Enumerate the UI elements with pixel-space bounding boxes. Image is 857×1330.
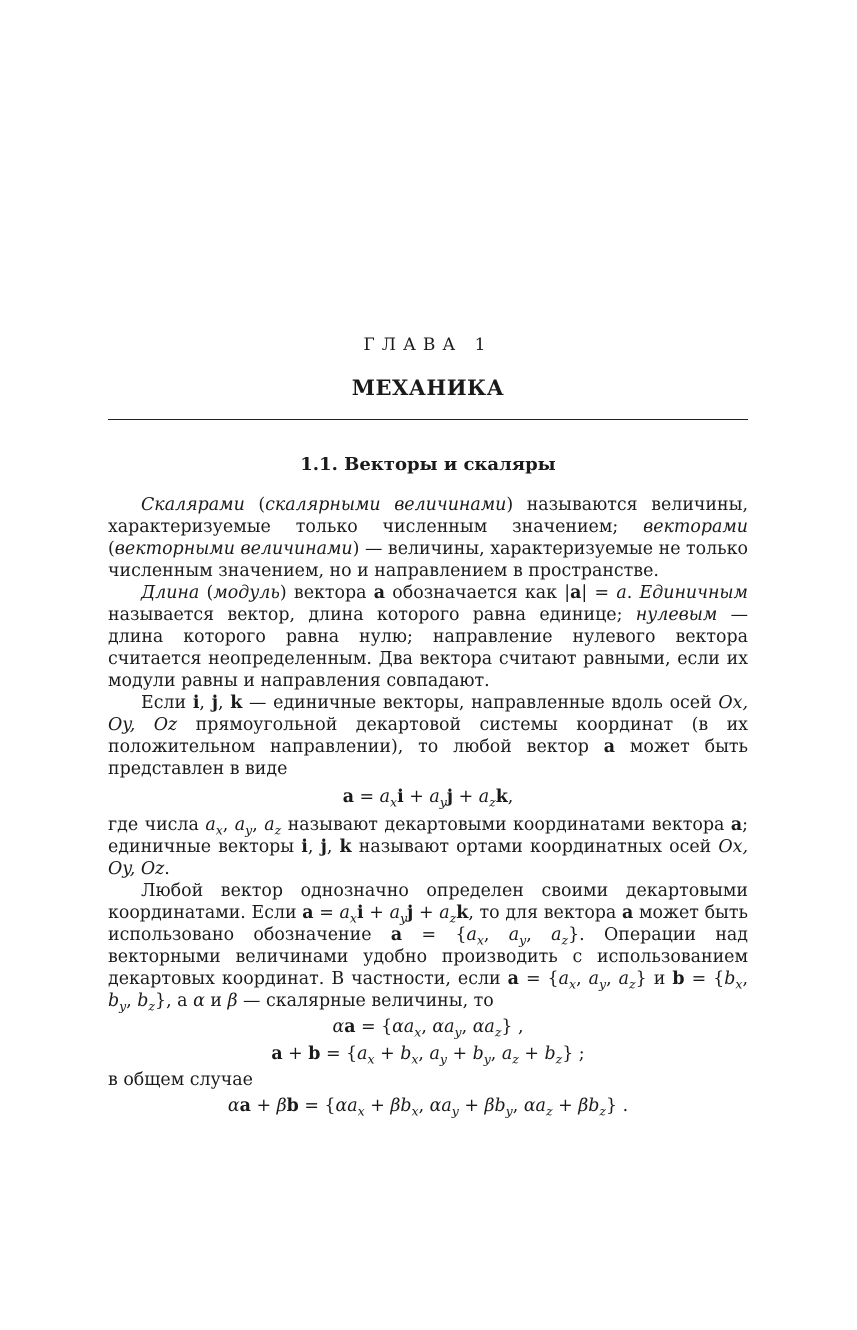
math-italic: b <box>137 991 149 1011</box>
math-op: + <box>453 787 479 807</box>
math-italic: a <box>466 925 477 945</box>
text: , то для вектора <box>468 903 622 923</box>
text: , <box>222 815 235 835</box>
math-op: + <box>458 1096 485 1116</box>
title-rule <box>108 419 748 420</box>
math-op: , <box>461 1017 473 1037</box>
math-subscript: y <box>454 1024 462 1040</box>
math-italic: a <box>389 903 400 923</box>
text: может быть представлен в виде <box>108 737 748 779</box>
math-italic: b <box>400 1044 412 1064</box>
body-text <box>108 494 748 1118</box>
math-bold: a <box>390 925 403 945</box>
text: + <box>413 903 440 923</box>
term-scalar-quantities: скалярными величинами <box>265 495 507 515</box>
math-bold: b <box>286 1096 299 1116</box>
math-italic: Ox, Oy, Oz <box>108 837 748 879</box>
text: Любой вектор однозначно определен своими декартовыми координатами. Если <box>108 881 748 923</box>
math-bold: k <box>456 903 469 923</box>
math-italic: αa <box>392 1017 415 1037</box>
math-subscript: z <box>449 910 457 926</box>
math-subscript: z <box>489 794 496 810</box>
math-bold: a <box>302 903 314 923</box>
text: = <box>313 903 340 923</box>
math-op: + <box>403 787 430 807</box>
math-subscript: y <box>519 932 527 948</box>
math-italic: α <box>193 991 205 1011</box>
math-subscript: y <box>245 822 253 838</box>
math-op: , <box>512 1096 524 1116</box>
math-italic: αa <box>432 1017 455 1037</box>
math-op: , <box>421 1017 433 1037</box>
math-subscript: x <box>476 932 484 948</box>
math-italic: a <box>558 969 570 989</box>
text: Если <box>141 693 193 713</box>
text: , <box>217 693 231 713</box>
text: , <box>126 991 138 1011</box>
text: ) называются величины, характеризуемые только численным значением; <box>108 495 748 537</box>
math-bold: j <box>211 693 218 713</box>
math-bold: j <box>446 787 454 807</box>
math-bold: k <box>495 787 508 807</box>
math-italic: a <box>357 1044 368 1064</box>
text: ) вектора <box>279 583 374 603</box>
text: , <box>252 815 265 835</box>
math-subscript: z <box>561 932 569 948</box>
math-subscript: z <box>274 822 282 838</box>
text: может быть использовано обозначение <box>108 903 748 945</box>
text: прямоугольной декартовой системы координат (в их положительном направлении), то любой вектор <box>108 715 748 757</box>
math-bold: a <box>239 1096 251 1116</box>
math-italic: αa <box>523 1096 546 1116</box>
math-bold: a <box>730 815 743 835</box>
text: — единичные векторы, направленные вдоль осей <box>242 693 719 713</box>
math-subscript: y <box>439 1051 447 1067</box>
text: , <box>526 925 552 945</box>
math-subscript: x <box>414 1024 422 1040</box>
math-italic: b <box>724 969 736 989</box>
text: , <box>326 837 340 857</box>
text: называют ортами координатных осей <box>351 837 719 857</box>
math-op: } . <box>605 1096 629 1116</box>
math-bold: a <box>344 1017 356 1037</box>
math-subscript: z <box>599 1103 606 1119</box>
term-scalars: Скалярами <box>141 495 245 515</box>
math-bold: a <box>271 1044 283 1064</box>
math-op: } , <box>501 1017 524 1037</box>
math-bold: i <box>356 903 364 923</box>
math-subscript: z <box>629 976 636 992</box>
math-italic: a <box>588 969 600 989</box>
math-subscript: z <box>512 1051 519 1067</box>
math-italic: α <box>227 1096 240 1116</box>
math-italic: a <box>439 903 450 923</box>
math-op: + <box>446 1044 473 1064</box>
math-bold: i <box>397 787 404 807</box>
text: ; единичные векторы <box>108 815 749 857</box>
math-subscript: x <box>735 976 743 992</box>
math-subscript: y <box>505 1103 513 1119</box>
math-italic: a <box>478 787 490 807</box>
math-italic: a <box>234 815 246 835</box>
math-subscript: x <box>349 910 357 926</box>
math-subscript: y <box>119 998 127 1014</box>
math-bold: a <box>373 583 386 603</box>
text: + <box>363 903 390 923</box>
math-op: + <box>282 1044 309 1064</box>
text: }. Операции над векторными величинами удобно производить с использованием декартовых координат. В частности, если <box>108 925 748 989</box>
math-italic: a <box>429 1044 440 1064</box>
formula-linear-combination <box>108 1094 748 1118</box>
math-subscript: y <box>439 794 447 810</box>
math-op: = { <box>355 1017 393 1037</box>
math-op: + <box>364 1096 391 1116</box>
math-subscript: z <box>148 998 156 1014</box>
math-subscript: x <box>390 794 398 810</box>
text: = { <box>518 969 559 989</box>
text: } и <box>635 969 673 989</box>
math-op: , <box>490 1044 502 1064</box>
math-italic: a <box>264 815 275 835</box>
math-subscript: x <box>569 976 577 992</box>
math-bold: k <box>230 693 243 713</box>
math-op: } ; <box>562 1044 585 1064</box>
text: , <box>199 693 212 713</box>
text: ( <box>244 495 266 515</box>
math-op: , <box>418 1096 430 1116</box>
math-op: , <box>507 787 514 807</box>
math-italic: a <box>429 787 440 807</box>
math-italic: a <box>205 815 216 835</box>
math-italic: βb <box>484 1096 506 1116</box>
math-bold: b <box>672 969 685 989</box>
paragraph-operations <box>108 880 748 1012</box>
math-italic: βb <box>578 1096 600 1116</box>
math-italic: a <box>508 925 520 945</box>
math-op: + <box>552 1096 579 1116</box>
paragraph-length-module <box>108 582 748 692</box>
math-subscript: x <box>411 1051 419 1067</box>
text: — скалярные величины, то <box>237 991 494 1011</box>
text: где числа <box>108 815 206 835</box>
math-italic: β <box>227 991 238 1011</box>
text: . <box>164 859 170 879</box>
math-bold: a <box>570 583 582 603</box>
text: , <box>483 925 509 945</box>
text: ( <box>199 583 214 603</box>
math-italic: α <box>332 1017 345 1037</box>
text: , <box>576 969 589 989</box>
math-bold: j <box>407 903 414 923</box>
term-module: модуль <box>213 583 280 603</box>
math-op: + <box>250 1096 277 1116</box>
term-vectors: векторами <box>643 517 748 537</box>
formula-vector-sum <box>108 1042 748 1066</box>
text: — длина которого равна нулю; направление нулевого вектора считается неопределенным. Два вектора считают равными, если их модули равны и направления совпадают. <box>108 605 748 691</box>
text: и <box>204 991 228 1011</box>
term-unit: Единичным <box>639 583 748 603</box>
math-op: + <box>374 1044 401 1064</box>
formula-scalar-multiplication <box>108 1015 748 1039</box>
text: | = <box>581 583 617 603</box>
math-bold: i <box>192 693 200 713</box>
math-bold: a <box>622 903 634 923</box>
math-op: , <box>418 1044 430 1064</box>
math-subscript: y <box>451 1103 459 1119</box>
math-bold: a <box>603 737 615 757</box>
math-subscript: x <box>215 822 223 838</box>
text: называется вектор, длина которого равна единице; <box>108 605 636 625</box>
math-subscript: z <box>555 1051 563 1067</box>
math-italic: b <box>108 991 120 1011</box>
math-op: + <box>518 1044 545 1064</box>
term-zero: нулевым <box>635 605 718 625</box>
math-italic: αa <box>429 1096 452 1116</box>
math-italic: αa <box>335 1096 358 1116</box>
math-italic: αa <box>472 1017 495 1037</box>
text: , <box>606 969 619 989</box>
math-bold: j <box>320 837 327 857</box>
math-op: = <box>353 787 380 807</box>
math-italic: a <box>616 583 627 603</box>
page <box>108 330 748 1121</box>
text: , <box>742 969 748 989</box>
text: обозначается как | <box>385 583 571 603</box>
math-italic: b <box>472 1044 484 1064</box>
math-subscript: x <box>367 1051 375 1067</box>
chapter-title: МЕХАНИКА <box>351 375 505 400</box>
math-subscript: y <box>599 976 607 992</box>
math-subscript: x <box>411 1103 419 1119</box>
math-op: = { <box>320 1044 358 1064</box>
math-italic: a <box>379 787 390 807</box>
math-subscript: z <box>494 1024 502 1040</box>
paragraph-unit-vectors <box>108 692 748 780</box>
math-italic: Ox, Oy, Oz <box>108 693 749 735</box>
math-bold: b <box>308 1044 321 1064</box>
text: в общем случае <box>108 1070 253 1090</box>
paragraph-coordinates <box>108 814 748 880</box>
math-italic: a <box>501 1044 513 1064</box>
paragraph-scalars-vectors <box>108 494 748 582</box>
math-italic: b <box>544 1044 556 1064</box>
text: называют декартовыми координатами вектора <box>281 815 731 835</box>
math-subscript: y <box>483 1051 491 1067</box>
text: ( <box>108 539 115 559</box>
text: = { <box>402 925 467 945</box>
math-italic: a <box>339 903 350 923</box>
section-title: 1.1. Векторы и скаляры <box>300 454 556 475</box>
text: ) — величины, характеризуемые не только численным значением, но и направлением в пространстве. <box>108 539 748 581</box>
math-bold: a <box>342 787 354 807</box>
text: . <box>626 583 640 603</box>
chapter-label: ГЛАВА 1 <box>363 335 493 355</box>
math-subscript: z <box>545 1103 553 1119</box>
math-italic: a <box>618 969 630 989</box>
math-bold: k <box>339 837 352 857</box>
math-bold: a <box>507 969 519 989</box>
text: = { <box>684 969 725 989</box>
math-subscript: y <box>399 910 408 926</box>
math-italic: β <box>276 1096 287 1116</box>
term-vector-quantities: векторными величинами <box>114 539 353 559</box>
term-length: Длина <box>141 583 200 603</box>
paragraph-general-case <box>108 1069 748 1091</box>
formula-decomposition <box>108 785 748 809</box>
math-italic: a <box>551 925 562 945</box>
math-op: = { <box>298 1096 336 1116</box>
math-subscript: x <box>357 1103 365 1119</box>
math-italic: βb <box>390 1096 412 1116</box>
text: }, а <box>155 991 194 1011</box>
math-bold: i <box>301 837 308 857</box>
text: , <box>307 837 321 857</box>
